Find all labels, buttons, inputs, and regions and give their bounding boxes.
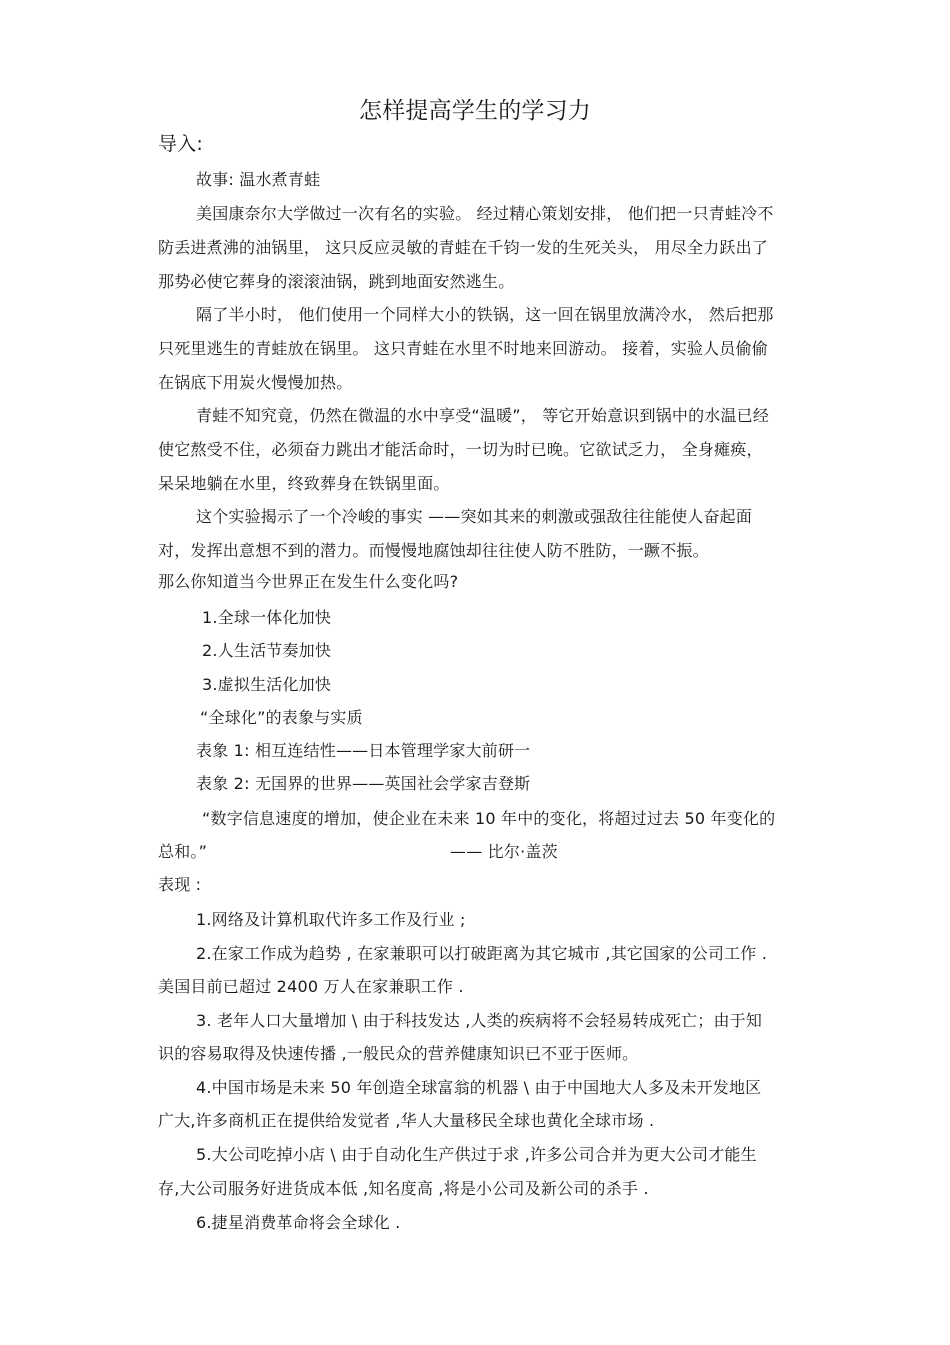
list-item: 1.网络及计算机取代许多工作及行业 ;: [196, 910, 466, 929]
list-item-continuation: 美国目前已超过 2400 万人在家兼职工作 .: [158, 977, 464, 996]
list-item: 3. 老年人口大量增加 \ 由于科技发达 ,人类的疾病将不会轻易转成死亡；由于知: [196, 1011, 763, 1030]
list-item-continuation: 广大,许多商机正在提供给发觉者 ,华人大量移民全球也黄化全球市场 .: [158, 1111, 655, 1130]
intro-heading: 导入:: [158, 133, 204, 155]
paragraph-line: 青蛙不知究竟，仍然在微温的水中享受“温暖”， 等它开始意识到锅中的水温已经: [196, 406, 770, 425]
quote-author: —— 比尔·盖茨: [450, 842, 558, 861]
paragraph-line: 使它熬受不住，必须奋力跳出才能活命时，一切为时已晚。它欲试乏力， 全身瘫痪，: [158, 440, 763, 459]
list-item-continuation: 存,大公司服务好进货成本低 ,知名度高 ,将是小公司及新公司的杀手 .: [158, 1179, 649, 1198]
manifest-heading: 表现 :: [158, 875, 202, 894]
document-title: 怎样提高学生的学习力: [359, 98, 591, 124]
paragraph-line: 那势必使它葬身的滚滚油锅，跳到地面安然逃生。: [158, 272, 515, 291]
list-item: 2.在家工作成为趋势 , 在家兼职可以打破距离为其它城市 ,其它国家的公司工作 .: [196, 944, 768, 963]
paragraph-line: 只死里逃生的青蛙放在锅里。 这只青蛙在水里不时地来回游动。 接着，实验人员偷偷: [158, 339, 768, 358]
quote-line: 总和。”: [158, 842, 208, 861]
quote-line: “数字信息速度的增加，使企业在未来 10 年中的变化，将超过过去 50 年变化的: [202, 809, 776, 828]
paragraph-line: 这个实验揭示了一个冷峻的事实 ——突如其来的刺激或强敌往往能使人奋起面: [196, 507, 753, 526]
list-item: 2.人生活节奏加快: [202, 641, 332, 660]
list-item: 5.大公司吃掉小店 \ 由于自动化生产供过于求 ,许多公司合并为更大公司才能生: [196, 1145, 757, 1164]
paragraph-line: 对，发挥出意想不到的潜力。而慢慢地腐蚀却往往使人防不胜防，一蹶不振。: [158, 541, 709, 560]
globalization-heading: “全球化”的表象与实质: [200, 708, 363, 727]
paragraph-line: 隔了半小时， 他们使用一个同样大小的铁锅，这一回在锅里放满冷水， 然后把那: [196, 305, 774, 324]
list-item: 4.中国市场是未来 50 年创造全球富翁的机器 \ 由于中国地大人多及未开发地区: [196, 1078, 762, 1097]
list-item-continuation: 识的容易取得及快速传播 ,一般民众的营养健康知识已不亚于医师。: [158, 1044, 639, 1063]
list-item: 1.全球一体化加快: [202, 608, 332, 627]
appearance-line: 表象 1: 相互连结性——日本管理学家大前研一: [196, 741, 531, 760]
paragraph-line: 在锅底下用炭火慢慢加热。: [158, 373, 353, 392]
list-item: 6.捷星消费革命将会全球化 .: [196, 1213, 401, 1232]
paragraph-line: 防丢进煮沸的油锅里， 这只反应灵敏的青蛙在千钧一发的生死关头， 用尽全力跃出了: [158, 238, 768, 257]
story-title: 故事: 温水煮青蛙: [196, 170, 321, 189]
paragraph-line: 呆呆地躺在水里，终致葬身在铁锅里面。: [158, 474, 450, 493]
question-line: 那么你知道当今世界正在发生什么变化吗?: [158, 572, 459, 591]
list-item: 3.虚拟生活化加快: [202, 675, 332, 694]
appearance-line: 表象 2: 无国界的世界——英国社会学家吉登斯: [196, 774, 531, 793]
paragraph-line: 美国康奈尔大学做过一次有名的实验。 经过精心策划安排， 他们把一只青蛙冷不: [196, 204, 774, 223]
